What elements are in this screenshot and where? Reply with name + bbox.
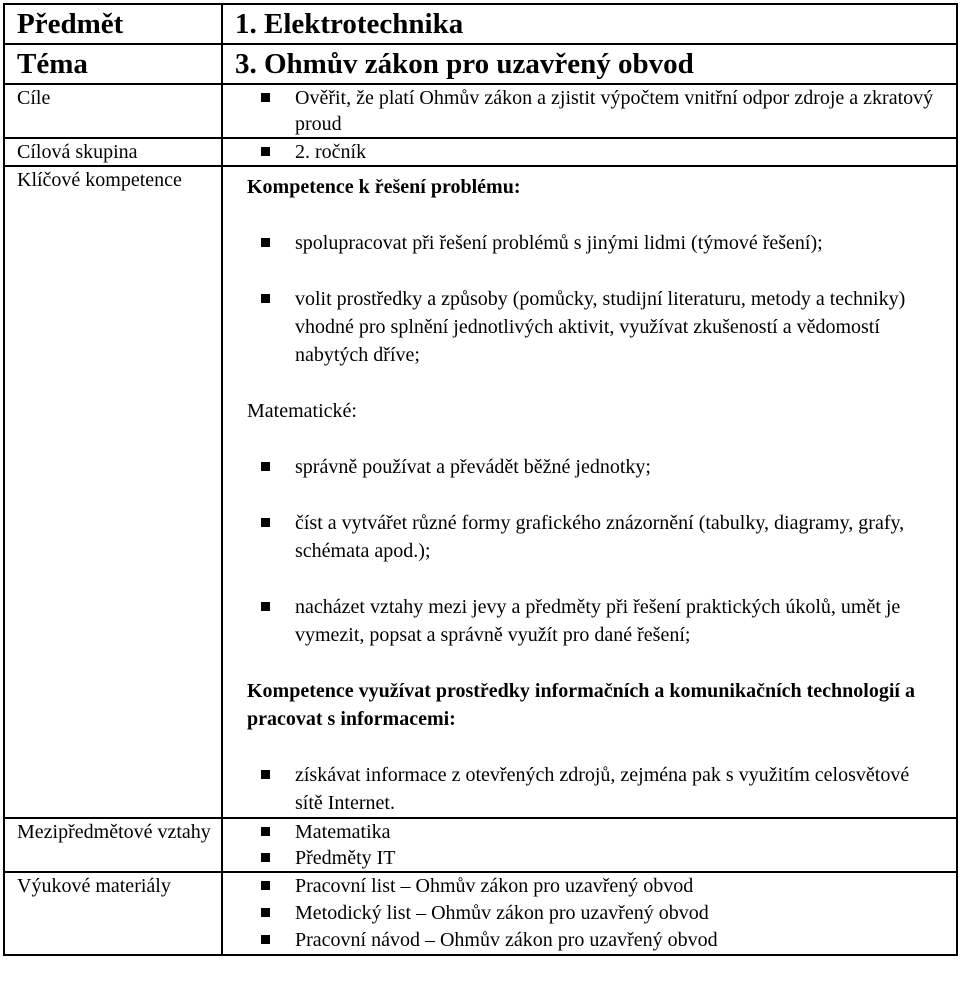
- section-heading-math: Matematické:: [247, 400, 357, 422]
- predmet-label: Předmět: [17, 8, 124, 40]
- square-bullet-icon: [261, 827, 270, 836]
- square-bullet-icon: [261, 881, 270, 890]
- section-list-ict: [223, 761, 956, 817]
- square-bullet-icon: [261, 238, 270, 247]
- cile-list: [223, 85, 956, 137]
- list-item: Pracovní list – Ohmův zákon pro uzavřený obvod: [223, 873, 956, 900]
- materialy-label: Výukové materiály: [17, 875, 171, 897]
- section-heading-problem: Kompetence k řešení problému:: [247, 176, 521, 198]
- skupina-list: [223, 139, 956, 165]
- square-bullet-icon: [261, 853, 270, 862]
- skupina-label: Cílová skupina: [17, 141, 138, 163]
- square-bullet-icon: [261, 908, 270, 917]
- list-item: Předměty IT: [223, 845, 956, 871]
- section-list-math-1: [223, 453, 956, 481]
- tema-value: 3. Ohmův zákon pro uzavřený obvod: [235, 48, 694, 80]
- predmet-value: 1. Elektrotechnika: [235, 8, 464, 40]
- section-list-problem-2: [223, 285, 956, 369]
- lesson-sheet-table: [3, 3, 958, 956]
- list-item: Metodický list – Ohmův zákon pro uzavřený obvod: [223, 900, 956, 927]
- materialy-list: [223, 873, 956, 954]
- square-bullet-icon: [261, 935, 270, 944]
- section-list-problem: [223, 229, 956, 257]
- list-item: 2. ročník: [223, 139, 956, 165]
- square-bullet-icon: [261, 462, 270, 471]
- row-kompetence: [4, 166, 957, 818]
- list-item: Ověřit, že platí Ohmův zákon a zjistit výpočtem vnitřní odpor zdroje a zkratový proud: [223, 85, 956, 137]
- row-mezipredmetove: [4, 818, 957, 872]
- row-materialy: [4, 872, 957, 955]
- list-item: volit prostředky a způsoby (pomůcky, studijní literaturu, metody a techniky) vhodné pro splnění jednotlivých aktivit, využívat zkušeností a vědomostí nabytých dříve;: [223, 285, 956, 369]
- cile-label: Cíle: [17, 87, 51, 109]
- list-item: Pracovní návod – Ohmův zákon pro uzavřený obvod: [223, 927, 956, 954]
- square-bullet-icon: [261, 93, 270, 102]
- square-bullet-icon: [261, 770, 270, 779]
- mezipredmetove-label: Mezipředmětové vztahy: [17, 821, 211, 843]
- square-bullet-icon: [261, 294, 270, 303]
- list-item: správně používat a převádět běžné jednotky;: [223, 453, 956, 481]
- row-skupina: [4, 138, 957, 166]
- mezipredmetove-list: [223, 819, 956, 871]
- row-predmet: [4, 4, 957, 44]
- kompetence-label: Klíčové kompetence: [17, 169, 182, 191]
- list-item: získávat informace z otevřených zdrojů, zejména pak s využitím celosvětové sítě Internet.: [223, 761, 956, 817]
- square-bullet-icon: [261, 602, 270, 611]
- list-item: nacházet vztahy mezi jevy a předměty při řešení praktických úkolů, umět je vymezit, popsat a správně využít pro dané řešení;: [223, 593, 956, 649]
- tema-label: Téma: [17, 48, 88, 80]
- row-tema: [4, 44, 957, 84]
- square-bullet-icon: [261, 147, 270, 156]
- section-list-math-3: [223, 593, 956, 649]
- list-item: Matematika: [223, 819, 956, 845]
- list-item: spolupracovat při řešení problémů s jinými lidmi (týmové řešení);: [223, 229, 956, 257]
- section-list-math-2: [223, 509, 956, 565]
- list-item: číst a vytvářet různé formy grafického znázornění (tabulky, diagramy, grafy, schémata apod.);: [223, 509, 956, 565]
- row-cile: [4, 84, 957, 138]
- section-heading-ict: Kompetence využívat prostředky informačních a komunikačních technologií a pracovat s informacemi:: [247, 680, 915, 730]
- square-bullet-icon: [261, 518, 270, 527]
